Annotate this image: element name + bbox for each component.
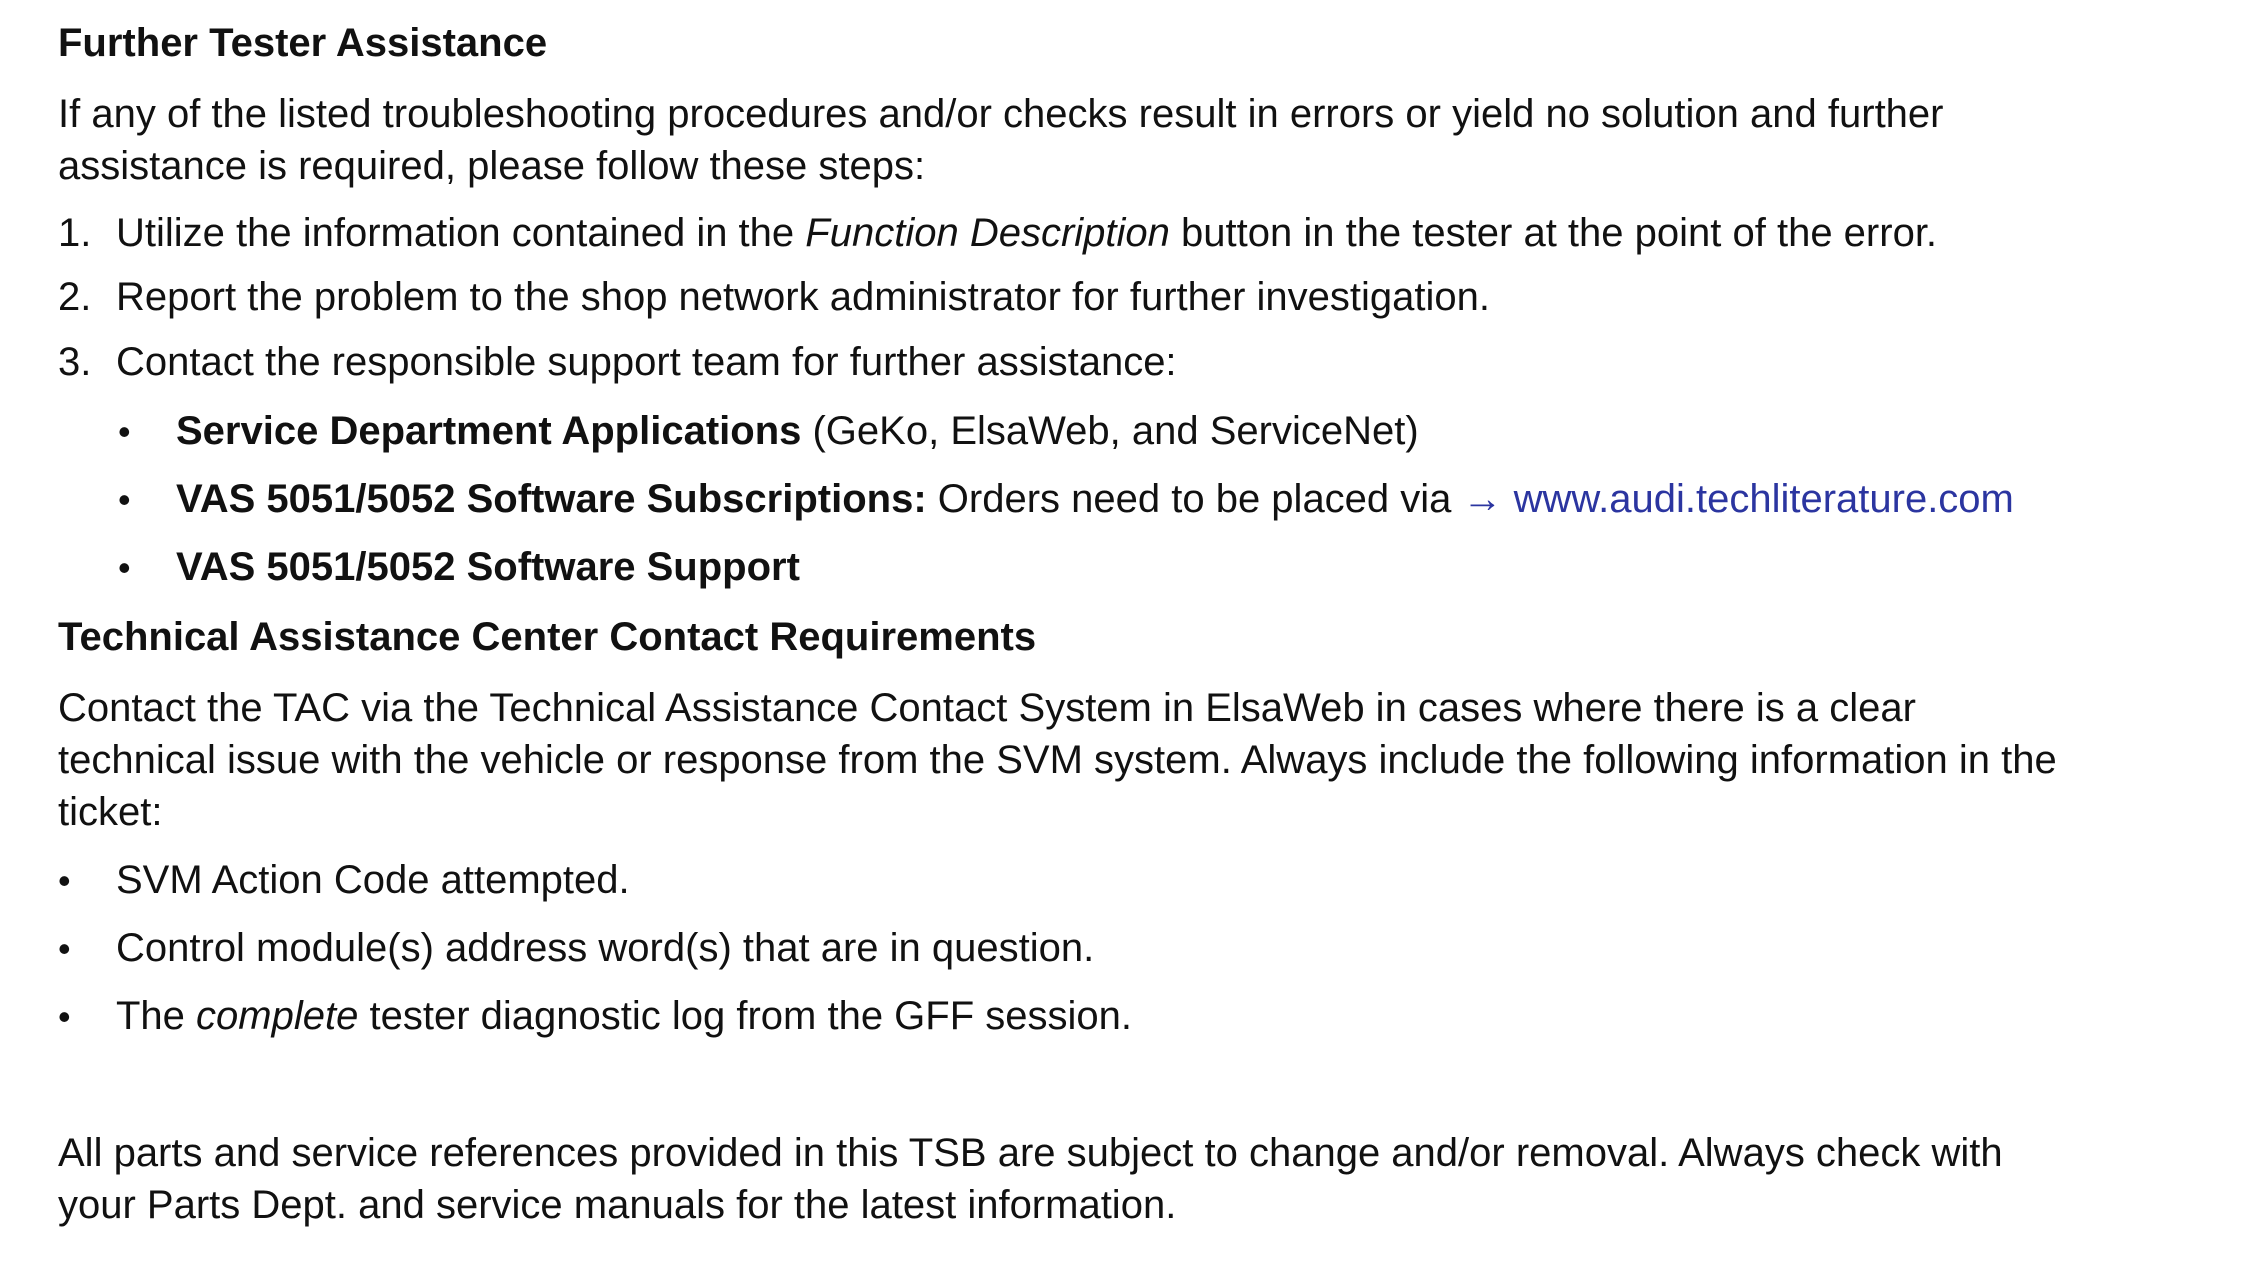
sub-item-text: Orders need to be placed via [926, 477, 1463, 521]
section-heading-further-tester-assistance: Further Tester Assistance [58, 21, 548, 65]
bullet-icon [118, 473, 176, 526]
techliterature-link[interactable]: → www.audi.techliterature.com [1462, 477, 2014, 521]
paragraph-line: Contact the TAC via the Technical Assistance Contact System in ElsaWeb in cases where there is a clear [58, 686, 1916, 730]
section-heading-tac-contact-requirements: Technical Assistance Center Contact Requirements [58, 615, 1037, 659]
list-item [58, 990, 1132, 1043]
numbered-step-2 [58, 271, 1490, 323]
bullet-icon [118, 405, 176, 458]
sub-item-text: (GeKo, ElsaWeb, and ServiceNet) [801, 409, 1419, 453]
list-item-text: The [116, 994, 197, 1038]
list-item-text: tester diagnostic log from the GFF session. [358, 994, 1133, 1038]
footer-line: your Parts Dept. and service manuals for the latest information. [58, 1183, 1177, 1227]
bullet-icon [118, 541, 176, 594]
paragraph-line: assistance is required, please follow these steps: [58, 144, 926, 188]
list-item [58, 854, 630, 907]
step-text: Utilize the information contained in the [116, 211, 806, 255]
step-number: 2. [58, 275, 92, 319]
step-text: Contact the responsible support team for further assistance: [116, 340, 1177, 384]
bullet-icon [58, 922, 116, 975]
list-item [58, 922, 1094, 975]
list-item-text-italic: complete [196, 994, 359, 1038]
paragraph-line: technical issue with the vehicle or response from the SVM system. Always include the following information in the [58, 738, 2057, 782]
sub-list-item [118, 473, 2014, 526]
sub-item-bold: VAS 5051/5052 Software Support [176, 545, 800, 589]
sub-item-bold: VAS 5051/5052 Software Subscriptions: [176, 477, 927, 521]
step-text: Report the problem to the shop network administrator for further investigation. [116, 275, 1491, 319]
step-number: 3. [58, 340, 92, 384]
paragraph-line: If any of the listed troubleshooting procedures and/or checks result in errors or yield no solution and further [58, 92, 1944, 136]
numbered-step-1 [58, 207, 1937, 259]
step-text-italic: Function Description [805, 211, 1170, 255]
step-text: button in the tester at the point of the error. [1169, 211, 1938, 255]
bullet-icon [58, 854, 116, 907]
paragraph-line: ticket: [58, 790, 163, 834]
sub-list-item [118, 541, 800, 594]
sub-item-bold: Service Department Applications [176, 409, 802, 453]
footer-line: All parts and service references provided in this TSB are subject to change and/or removal. Always check with [58, 1131, 2003, 1175]
list-item-text: Control module(s) address word(s) that are in question. [116, 926, 1095, 970]
bullet-icon [58, 990, 116, 1043]
numbered-step-3 [58, 336, 1177, 388]
step-number: 1. [58, 211, 92, 255]
list-item-text: SVM Action Code attempted. [116, 858, 630, 902]
sub-list-item [118, 405, 1419, 458]
